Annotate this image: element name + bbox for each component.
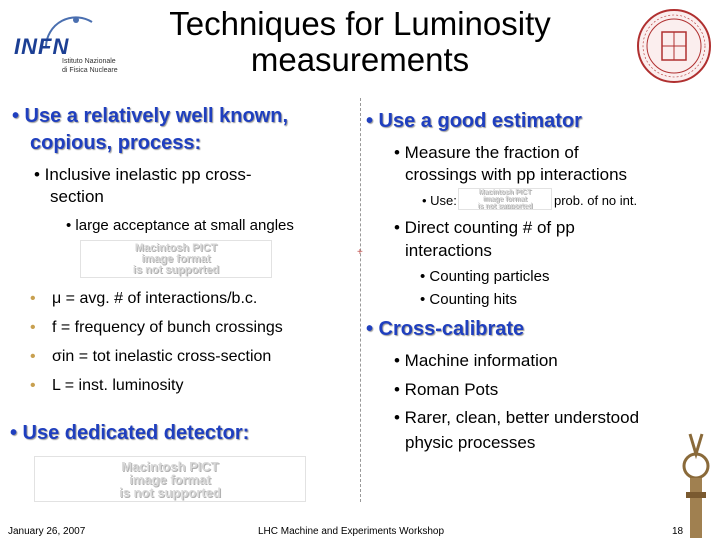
infn-logo-letters: INFN (14, 34, 70, 59)
definition-text: L = inst. luminosity (52, 377, 184, 394)
definition-text: σin = tot inelastic cross-section (52, 348, 272, 365)
definition-item (30, 348, 350, 377)
left-heading-line-2: copious, process: (30, 132, 202, 154)
seal-graphic (634, 6, 714, 86)
unsupported-image-placeholder-2 (34, 456, 306, 502)
pict-line-1: Macintosh PICT (121, 458, 219, 474)
definition-bullet: • (30, 348, 36, 365)
divider-mark: + (357, 247, 363, 258)
title-line-2: measurements (250, 41, 470, 78)
unsupported-image-placeholder-1 (80, 240, 272, 278)
right-counting-particles: • Counting particles (420, 268, 550, 285)
right-item-machine: • Machine information (394, 351, 558, 370)
pict-line-1: Macintosh PICT (134, 241, 218, 254)
pict-line-2: image format (141, 252, 211, 265)
right-m1-line-2: crossings with pp interactions (405, 165, 628, 184)
definition-text: μ = avg. # of interactions/b.c. (52, 290, 258, 307)
left-sub1-line-2: section (50, 187, 104, 206)
figure-graphic (676, 432, 716, 538)
definition-bullet: • (30, 290, 36, 307)
pict-line-2: image format (483, 195, 527, 203)
right-use-suffix: prob. of no int. (554, 193, 638, 208)
footer-center: LHC Machine and Experiments Workshop (258, 526, 445, 537)
university-seal-icon (634, 6, 714, 86)
title-line-1: Techniques for Luminosity (169, 5, 551, 42)
unsupported-image-placeholder-3 (458, 188, 552, 210)
right-use-prefix: • Use: (422, 193, 457, 208)
infn-logo (6, 10, 126, 80)
left-sub1-line-1: • Inclusive inelastic pp cross- (34, 165, 252, 184)
right-item-roman-pots: • Roman Pots (394, 380, 499, 399)
right-m2-line-2: interactions (405, 241, 492, 260)
right-counting-hits: • Counting hits (420, 291, 517, 308)
right-m2-line-1: • Direct counting # of pp (394, 218, 575, 237)
left-heading-line-1: • Use a relatively well known, (12, 105, 289, 127)
slide-title (120, 6, 600, 78)
right-item-rarer: • Rarer, clean, better understood (394, 408, 640, 427)
definition-bullet: • (30, 319, 36, 336)
right-heading-1: • Use a good estimator (366, 110, 582, 132)
pict-line-1: Macintosh PICT (478, 188, 532, 196)
footer-page-number: 18 (672, 526, 684, 537)
pict-line-3: is not supported (132, 263, 220, 276)
left-heading-2: • Use dedicated detector: (10, 422, 250, 444)
pict-line-2: image format (129, 471, 211, 487)
infn-logo-sub2: di Fisica Nucleare (62, 67, 118, 74)
definition-item (30, 377, 350, 406)
left-sub2: • large acceptance at small angles (66, 217, 294, 234)
right-heading-2: • Cross-calibrate (366, 318, 525, 340)
column-divider (360, 98, 361, 502)
pict-line-3: is not supported (477, 202, 533, 210)
definition-bullet: • (30, 377, 36, 394)
definition-item (30, 319, 350, 348)
definition-item (30, 290, 350, 319)
right-item-rarer-cont: physic processes (405, 433, 536, 452)
footer-date: January 26, 2007 (8, 526, 86, 537)
definition-text: f = frequency of bunch crossings (52, 319, 283, 336)
decorative-figure-icon (676, 432, 716, 538)
infn-logo-sub1: Istituto Nazionale (62, 58, 116, 65)
definitions-list (30, 290, 350, 406)
pict-line-3: is not supported (119, 484, 221, 500)
right-m1-line-1: • Measure the fraction of (394, 143, 579, 162)
